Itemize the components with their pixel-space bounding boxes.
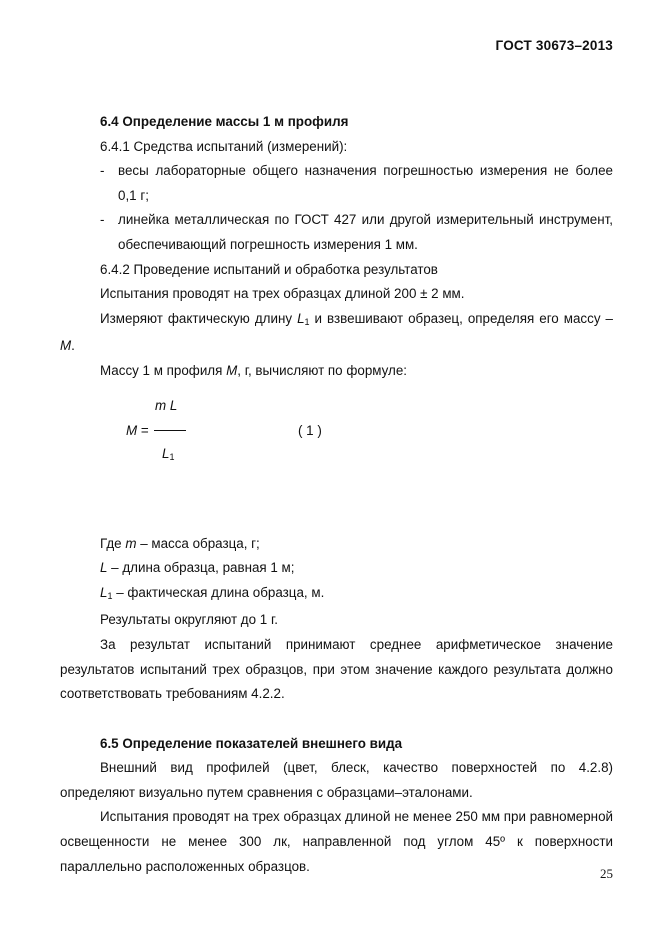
var-M: M bbox=[60, 338, 72, 354]
where-text: Где bbox=[100, 535, 126, 551]
page-content bbox=[60, 110, 613, 879]
subscript-1: 1 bbox=[107, 590, 113, 601]
measure-paragraph bbox=[60, 307, 613, 359]
list-item-ruler-text: линейка металлическая по ГОСТ 427 или другой измерительный инструмент, обеспечивающий погрешность измерения 1 мм. bbox=[118, 212, 613, 252]
section-spacer bbox=[60, 707, 613, 732]
formula-denominator bbox=[162, 442, 174, 470]
def-L1-text: – фактическая длина образца, м. bbox=[112, 584, 325, 600]
rounding-paragraph: Результаты округляют до 1 г. bbox=[100, 612, 278, 628]
list-dash: - bbox=[100, 212, 105, 228]
def-L bbox=[60, 556, 613, 581]
subscript-1: 1 bbox=[169, 451, 175, 462]
var-L: L bbox=[100, 560, 108, 576]
formula-var-L: L bbox=[162, 445, 170, 461]
section-6-4-heading: 6.4 Определение массы 1 м профиля bbox=[100, 114, 349, 129]
mass-paragraph bbox=[60, 359, 613, 384]
formula-number: ( 1 ) bbox=[298, 422, 322, 438]
where-m bbox=[60, 532, 613, 557]
def-L1 bbox=[60, 581, 613, 609]
var-M: M bbox=[226, 362, 238, 378]
result-paragraph: За результат испытаний принимают среднее арифметическое значение результатов испытаний трех образцов, при этом значение каждого результата должно соответствовать требованиям 4.2.2. bbox=[60, 636, 613, 702]
var-m: m bbox=[125, 535, 137, 551]
list-dash: - bbox=[100, 163, 105, 179]
clause-6-4-1: 6.4.1 Средства испытаний (измерений): bbox=[100, 138, 348, 154]
var-L: L bbox=[297, 310, 305, 326]
measure-text-b: и взвешивают образец, определяя его массу – bbox=[309, 310, 613, 326]
list-item-ruler bbox=[60, 208, 613, 257]
formula-var-M: M bbox=[126, 422, 138, 438]
page-number: 25 bbox=[600, 866, 613, 881]
fraction-bar bbox=[154, 430, 186, 431]
subscript-1: 1 bbox=[304, 316, 310, 327]
list-item-scales bbox=[60, 159, 613, 208]
measure-text-c: . bbox=[71, 338, 75, 354]
def-L-text: – длина образца, равная 1 м; bbox=[107, 560, 295, 576]
appearance-paragraph-1: Внешний вид профилей (цвет, блеск, качество поверхностей по 4.2.8) определяют визуально путем сравнения с образцами–эталонами. bbox=[60, 760, 613, 800]
where-m-text: – масса образца, г; bbox=[136, 535, 260, 551]
appearance-paragraph-2: Испытания проводят на трех образцах длиной не менее 250 мм при равномерной освещенности не менее 300 лк, направленной под углом 45º к поверхности параллельно расположенных образцов. bbox=[60, 809, 613, 874]
formula-1 bbox=[60, 384, 613, 532]
formula-equals: = bbox=[137, 422, 149, 438]
clause-6-4-2: 6.4.2 Проведение испытаний и обработка результатов bbox=[100, 261, 438, 277]
measure-text-a: Измеряют фактическую длину bbox=[100, 310, 298, 326]
list-item-scales-text: весы лабораторные общего назначения погрешностью измерения не более 0,1 г; bbox=[118, 163, 613, 203]
samples-paragraph: Испытания проводят на трех образцах длиной 200 ± 2 мм. bbox=[100, 286, 465, 302]
document-code: ГОСТ 30673–2013 bbox=[495, 38, 613, 53]
mass-text-a: Массу 1 м профиля bbox=[100, 362, 227, 378]
formula-lhs bbox=[126, 419, 186, 444]
var-L: L bbox=[100, 584, 108, 600]
section-6-5-heading: 6.5 Определение показателей внешнего вида bbox=[100, 735, 403, 751]
mass-text-b: , г, вычисляют по формуле: bbox=[237, 362, 408, 378]
formula-numerator: m L bbox=[155, 397, 178, 413]
